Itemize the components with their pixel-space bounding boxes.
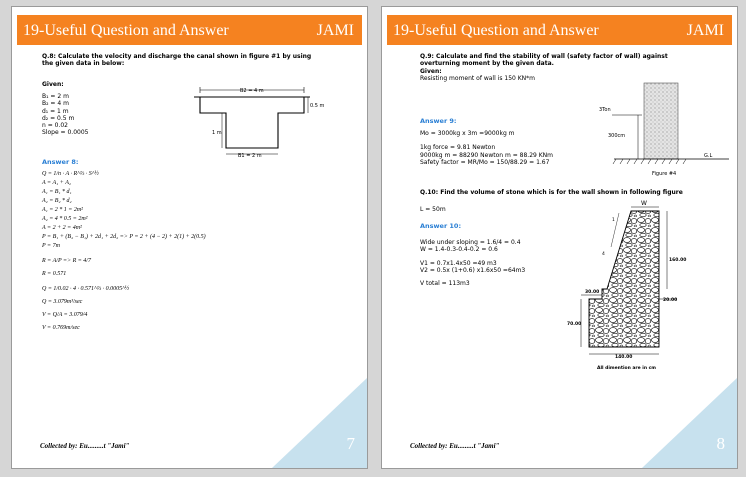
question-8: Q.8: Calculate the velocity and discharge the canal shown in figure #1 by using the given data in below: — [42, 53, 312, 68]
height-lower-label: 70.00 — [567, 322, 582, 327]
formula-line: R = 0.571 — [42, 271, 67, 277]
formula-line: R = A/P => R = 4/7 — [42, 258, 91, 264]
formula-line: Q = 3.079m³/sec — [42, 299, 83, 305]
header-title: 19-Useful Question and Answer — [393, 22, 599, 39]
wall-height-label: 300cm — [608, 133, 626, 139]
page-7 — [11, 6, 368, 469]
page-header — [17, 15, 362, 45]
b2-label: B2 = 4 m — [240, 88, 264, 94]
answer-line: Wide under sloping = 1.6/4 = 0.4 — [420, 239, 521, 246]
formula-line: A₂ = B₂ * d₂ — [42, 198, 72, 204]
canal-figure — [192, 84, 325, 159]
d2-label: 0.5 m — [310, 103, 325, 109]
wall-load-label: 3Ton — [599, 107, 611, 113]
formula-line: V = 0.769m/sec — [42, 325, 80, 331]
answer-8-label: Answer 8: — [42, 158, 79, 166]
slope-h-label: 1 — [612, 218, 615, 223]
corner-decoration — [272, 378, 367, 468]
formula-line: A₁ = B₁ * d₁ — [42, 189, 72, 195]
q10-given: L = 50m — [420, 206, 446, 213]
formula-line: A = 2 + 2 = 4m² — [42, 225, 82, 231]
page-footer: Collected by: Eu.........t "Jami" — [410, 442, 500, 450]
answer-9-label: Answer 9: — [420, 117, 457, 125]
answer-line: V2 = 0.5x (1+0.6) x1.6x50 =64m3 — [420, 266, 526, 274]
formula-line: A = A₁ + A₂ — [42, 180, 71, 186]
header-author: JAMI — [686, 22, 724, 39]
formula-line: P = 7m — [42, 243, 60, 249]
answer-line: W = 1.4-0.3-0.4-0.2 = 0.6 — [420, 246, 498, 254]
page-footer: Collected by: Eu.........t "Jami" — [40, 442, 130, 450]
b1-label: B1 = 2 m — [238, 153, 262, 159]
answer-line — [420, 137, 620, 144]
question-10: Q.10: Find the volume of stone which is for the wall shown in following figure — [420, 189, 683, 196]
corner-decoration — [642, 378, 737, 468]
q9-given: Resisting moment of wall is 150 KN*m — [420, 74, 536, 82]
page-8 — [381, 6, 738, 469]
answer-line: 9000kg m = 88290 Newton m = 88.29 KNm — [420, 151, 553, 159]
answer-8-steps — [42, 170, 342, 333]
answer-10-body — [420, 239, 580, 287]
q9-given-label: Given: — [420, 67, 442, 75]
page-header — [387, 15, 732, 45]
answer-line: Mo = 3000kg x 3m =9000kg m — [420, 130, 515, 137]
formula-line: V = Q/A = 3.079/4 — [42, 312, 88, 318]
slope-v-label: 4 — [602, 252, 605, 257]
answer-line: V total = 113m3 — [420, 280, 470, 288]
page-number: 8 — [716, 434, 725, 453]
given-item: n = 0.02 — [42, 122, 69, 130]
answer-line: 1kg force = 9.81 Newton — [420, 144, 496, 152]
given-item: B₁ = 2 m — [42, 93, 69, 100]
formula-line: Q = 1/n · A · R^⅔ · S^½ — [42, 171, 99, 177]
figure-caption: Figure #4 — [652, 171, 677, 177]
given-item: d₂ = 0.5 m — [42, 114, 75, 122]
given-item: Slope = 0.0005 — [42, 129, 89, 137]
step-left-label: 30.00 — [585, 290, 600, 295]
answer-line: V1 = 0.7x1.4x50 =49 m3 — [420, 259, 497, 267]
height-upper-label: 160.00 — [669, 258, 687, 263]
step-right-label: 20.00 — [663, 298, 678, 303]
formula-line: Q = 1/0.02 · 4 · 0.571^⅔ · 0.0005^½ — [42, 286, 130, 292]
formula-line: A₂ = 4 * 0.5 = 2m² — [42, 216, 88, 222]
ground-level-label: G.L — [704, 153, 713, 159]
dimension-note: All dimention are in cm — [597, 366, 656, 371]
d1-label: 1 m — [212, 130, 222, 136]
answer-line: Safety factor = MR/Mo = 150/88.29 = 1.67 — [420, 158, 550, 166]
stone-wall-figure — [567, 197, 707, 372]
given-item: B₂ = 4 m — [42, 100, 69, 108]
given-list — [42, 93, 88, 137]
header-title: 19-Useful Question and Answer — [23, 22, 229, 39]
header-author: JAMI — [316, 22, 354, 39]
given-item: d₁ = 1 m — [42, 107, 69, 115]
answer-10-label: Answer 10: — [420, 222, 462, 230]
question-9 — [420, 53, 705, 82]
formula-line: P = B₁ + (B₂ − B₁) + 2d₁ + 2d₂ => P = 2 + (4 − 2) + 2(1) + 2(0.5) — [42, 234, 206, 240]
page-number: 7 — [346, 434, 355, 453]
base-width-label: 140.00 — [615, 355, 633, 360]
formula-line: A₁ = 2 * 1 = 2m² — [42, 207, 83, 213]
given-label: Given: — [42, 81, 64, 88]
question-9-text: Q.9: Calculate and find the stability of wall (safety factor of wall) against overturning moment by the given data. — [420, 53, 668, 68]
answer-9-body — [420, 130, 620, 166]
w-label: W — [641, 200, 647, 207]
